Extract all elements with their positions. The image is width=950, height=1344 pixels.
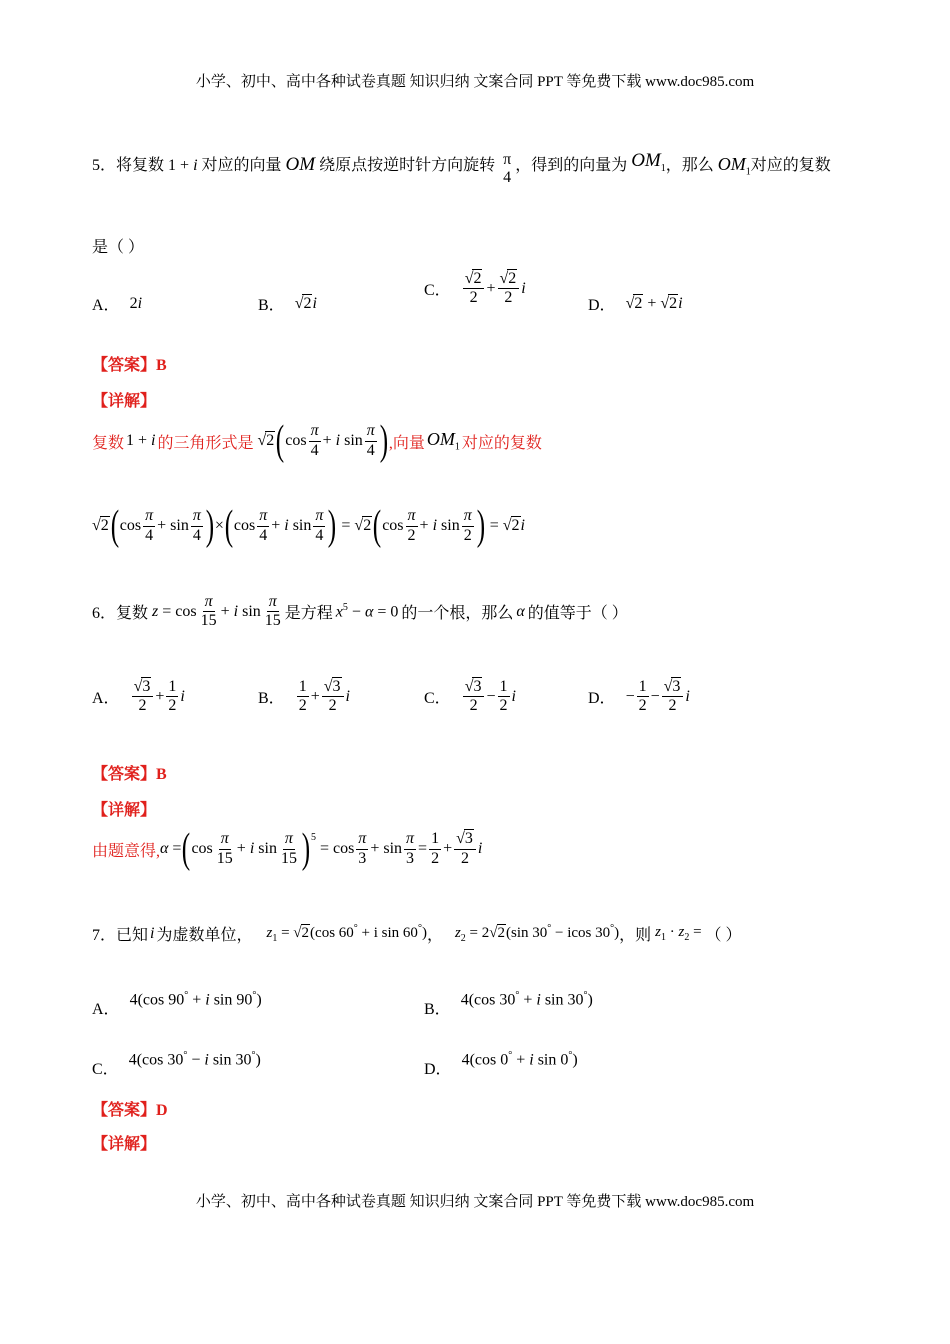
page-footer: 小学、初中、高中各种试卷真题 知识归纳 文案合同 PPT 等免费下载 www.doc985.com: [195, 1194, 755, 1210]
solution-text: ,向量: [388, 434, 425, 452]
option-c: C． $\frac{√3}{2}$ − $\frac{1}{2}$ i: [424, 678, 516, 715]
question-number: 6．: [92, 605, 117, 623]
solution-text: 对应的复数: [461, 434, 542, 452]
detail-label: 【详解】: [92, 393, 157, 410]
question-text: ，则: [619, 927, 652, 944]
option-d: D． − $\frac{1}{2}$ − $\frac{√3}{2}$ i: [588, 678, 690, 715]
solution-text: 复数: [92, 434, 125, 452]
question-number: 7．: [92, 927, 117, 944]
option-label: B．: [258, 297, 285, 314]
option-a: A． $\frac{√3}{2}$ + $\frac{1}{2}$ i: [92, 678, 185, 715]
option-c: C． $\frac{√2}{2}$ + $\frac{√2}{2}$ i: [424, 270, 526, 307]
answer-label: 【答案】D: [92, 1102, 168, 1119]
question-text: 的一个根，那么: [401, 605, 514, 623]
question-text: 绕原点按逆时针方向旋转: [319, 157, 496, 174]
option-label: B．: [258, 690, 285, 708]
detail-label: 【详解】: [92, 1136, 157, 1153]
question-text: 已知: [116, 927, 149, 944]
option-label: D．: [424, 1061, 452, 1078]
detail-label: 【详解】: [92, 802, 157, 819]
option-label: A．: [92, 297, 120, 314]
option-c: C． 4(cos 30° − i sin 30°): [92, 1049, 261, 1078]
solution-text: 的三角形式是: [157, 434, 254, 452]
question-text: 对应的复数: [750, 157, 831, 174]
option-label: C．: [92, 1061, 119, 1078]
solution-text: 由题意得,: [92, 842, 161, 860]
question-6: 6． 复数 z = cos $\frac{\pi}{15}$ + i sin $\frac{\pi}{15}$ 是方程 $x^5 - \alpha = 0$ 的一个根，那么 α 的值等于（ ）: [92, 593, 628, 630]
question-7: 7． 已知 i 为虚数单位， $z_1 = √2(\cos$ 60° + i sin 60°) ， $z_2 = 2√2(\sin$ 30° − icos 30°) ，则 $z_1 \cdot z_2$ = （ ）: [92, 923, 742, 944]
answer-label: 【答案】B: [92, 766, 167, 783]
question-text: ，那么: [665, 157, 714, 174]
question-5: 5．将复数 1 + i 对应的向量 OM 绕原点按逆时针方向旋转 π 4 ，得到的向量为 $OM_1$，那么 $OM_1$对应的复数: [92, 150, 831, 187]
option-d: D． √2 + √2i: [588, 292, 683, 315]
option-a: A． 2i: [92, 292, 142, 315]
option-label: C．: [424, 282, 451, 300]
solution-line: 由题意得, α = ( cos $\frac{\pi}{15}$ + i sin $\frac{\pi}{15}$ ) $^5$ = cos $\frac{\pi}{3}$ + sin $\frac{\pi}{3}$ = $\frac{1}{2}$ + $\frac{√3}{2}$ i: [92, 826, 483, 872]
question-text: 是（ ）: [92, 239, 145, 256]
solution-line: 复数 1 + i 的三角形式是 √2 ( cos $\frac{\pi}{4}$ + i sin $\frac{\pi}{4}$ ) ,向量 $OM_1$ 对应的复数: [92, 418, 542, 464]
question-text: ，: [426, 927, 443, 944]
option-label: B．: [424, 1001, 451, 1018]
question-text: 复数: [116, 605, 149, 623]
question-text: 为虚数单位，: [156, 927, 253, 944]
question-text: 对应的向量: [201, 157, 282, 174]
solution-equation: √ 2 ( cos $\frac{\pi}{4}$ + sin $\frac{\pi}{4}$ ) × ( cos $\frac{\pi}{4}$ + i sin $\frac{\pi}{4}$ ) = √ 2 ( cos $\frac{\pi}{2}$ + i sin $\frac{\pi}{2}$ ) = √ 2 i: [92, 503, 525, 549]
option-b: B． 4(cos 30° + i sin 30°): [424, 989, 593, 1018]
question-text: 是方程: [284, 605, 333, 623]
option-b: B． √2i: [258, 292, 317, 315]
question-text: 的值等于（ ）: [527, 605, 628, 623]
question-text: 将复数: [116, 157, 165, 174]
option-label: A．: [92, 690, 120, 708]
page-header: 小学、初中、高中各种试卷真题 知识归纳 文案合同 PPT 等免费下载 www.doc985.com: [195, 74, 755, 90]
option-label: D．: [588, 690, 616, 708]
question-text: ，得到的向量为: [515, 157, 628, 174]
option-label: C．: [424, 690, 451, 708]
option-label: A．: [92, 1001, 120, 1018]
option-b: B． $\frac{1}{2}$ + $\frac{√3}{2}$ i: [258, 678, 350, 715]
option-a: A． 4(cos 90° + i sin 90°): [92, 989, 262, 1018]
question-text: （ ）: [705, 927, 742, 944]
option-d: D． 4(cos 0° + i sin 0°): [424, 1049, 578, 1078]
answer-label: 【答案】B: [92, 357, 167, 374]
question-number: 5．: [92, 157, 117, 174]
option-label: D．: [588, 297, 616, 314]
